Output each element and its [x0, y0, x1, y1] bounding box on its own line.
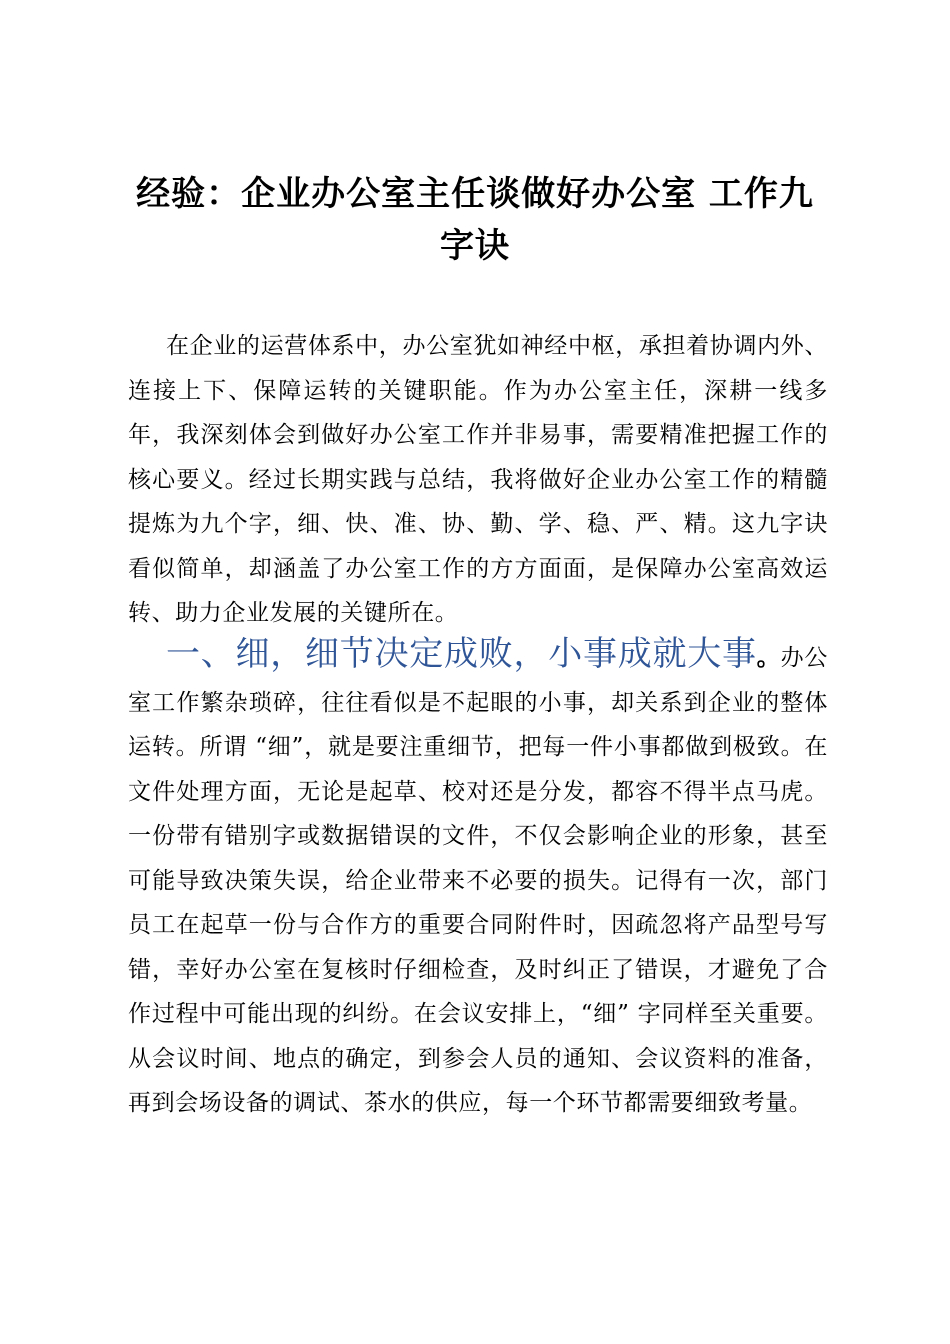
intro-paragraph: 在企业的运营体系中，办公室犹如神经中枢，承担着协调内外、连接上下、保障运转的关键职能。作为办公室主任，深耕一线多年，我深刻体会到做好办公室工作并非易事，需要精准把握工作的核心要义。经过长期实践与总结，我将做好企业办公室工作的精髓提炼为九个字，细、快、准、协、勤、学、稳、严、精。这九字诀看似简单，却涵盖了办公室工作的方方面面，是保障办公室高效运转、助力企业发展的关键所在。 — [128, 333, 828, 626]
section-1-heading: 一、细，细节决定成败，小事成就大事 — [166, 634, 757, 674]
section-1-paragraph — [128, 632, 828, 1126]
section-1-body: 办公室工作繁杂琐碎，往往看似是不起眼的小事，却关系到企业的整体运转。所谓 “细”，就是要注重细节，把每一件小事都做到极致。在文件处理方面，无论是起草、校对还是分发，都容不得半点马虎。一份带有错别字或数据错误的文件，不仅会影响企业的形象，甚至可能导致决策失误，给企业带来不必要的损失。记得有一次，部门员工在起草一份与合作方的重要合同附件时，因疏忽将产品型号写错，幸好办公室在复核时仔细检查，及时纠正了错误，才避免了合作过程中可能出现的纠纷。在会议安排上，“细” 字同样至关重要。从会议时间、地点的确定，到参会人员的通知、会议资料的准备，再到会场设备的调试、茶水的供应，每一个环节都需要细致考量。 — [128, 645, 829, 1116]
section-1-heading-stop: 。 — [756, 644, 781, 671]
document-title: 经验：企业办公室主任谈做好办公室 工作九字诀 — [136, 174, 814, 266]
